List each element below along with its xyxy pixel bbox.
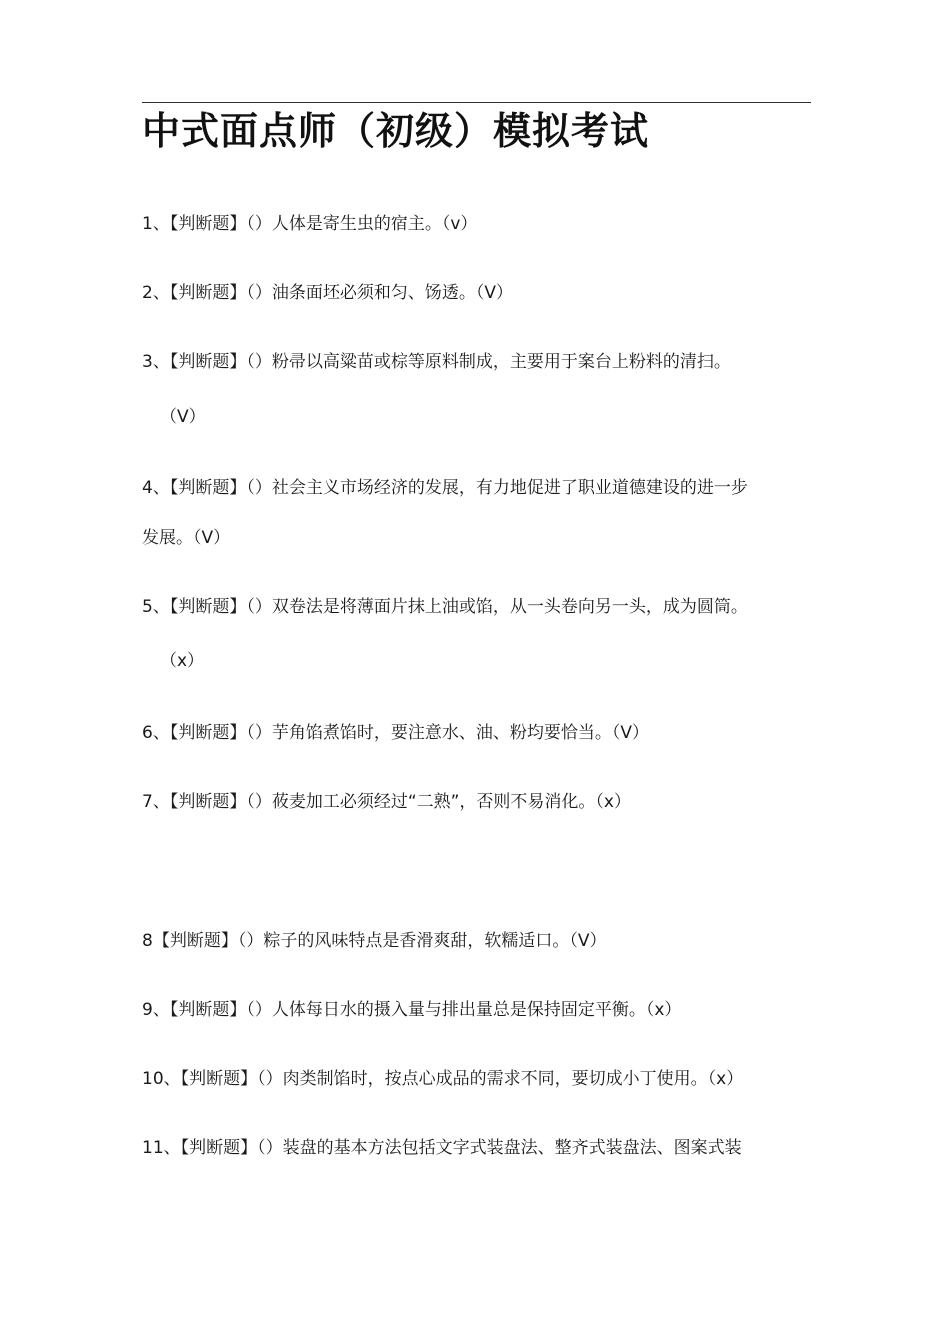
page-title: 中式面点师（初级）模拟考试 xyxy=(142,109,650,153)
question-10: 10、【判断题】（）肉类制馅时，按点心成品的需求不同，要切成小丁使用。（x） xyxy=(142,1069,744,1089)
question-8: 8【判断题】（）粽子的风味特点是香滑爽甜，软糯适口。（V） xyxy=(142,931,607,951)
question-4: 4、【判断题】（）社会主义市场经济的发展，有力地促进了职业道德建设的进一步 xyxy=(142,478,748,498)
question-5-continuation: （x） xyxy=(160,651,205,671)
question-1: 1、【判断题】（）人体是寄生虫的宿主。（v） xyxy=(142,214,478,234)
header-rule xyxy=(142,102,811,103)
question-6: 6、【判断题】（）芋角馅煮馅时，要注意水、油、粉均要恰当。（V） xyxy=(142,723,649,743)
question-7: 7、【判断题】（）莜麦加工必须经过“二熟”，否则不易消化。（x） xyxy=(142,792,631,812)
question-3: 3、【判断题】（）粉帚以高粱苗或棕等原料制成，主要用于案台上粉料的清扫。 xyxy=(142,352,731,372)
question-9: 9、【判断题】（）人体每日水的摄入量与排出量总是保持固定平衡。（x） xyxy=(142,1000,682,1020)
question-2: 2、【判断题】（）油条面坯必须和匀、饧透。（V） xyxy=(142,283,513,303)
question-3-continuation: （V） xyxy=(160,407,206,427)
question-5: 5、【判断题】（）双卷法是将薄面片抹上油或馅，从一头卷向另一头，成为圆筒。 xyxy=(142,597,748,617)
question-11: 11、【判断题】（）装盘的基本方法包括文字式装盘法、整齐式装盘法、图案式装 xyxy=(142,1138,742,1158)
question-4-continuation: 发展。（V） xyxy=(142,528,231,548)
